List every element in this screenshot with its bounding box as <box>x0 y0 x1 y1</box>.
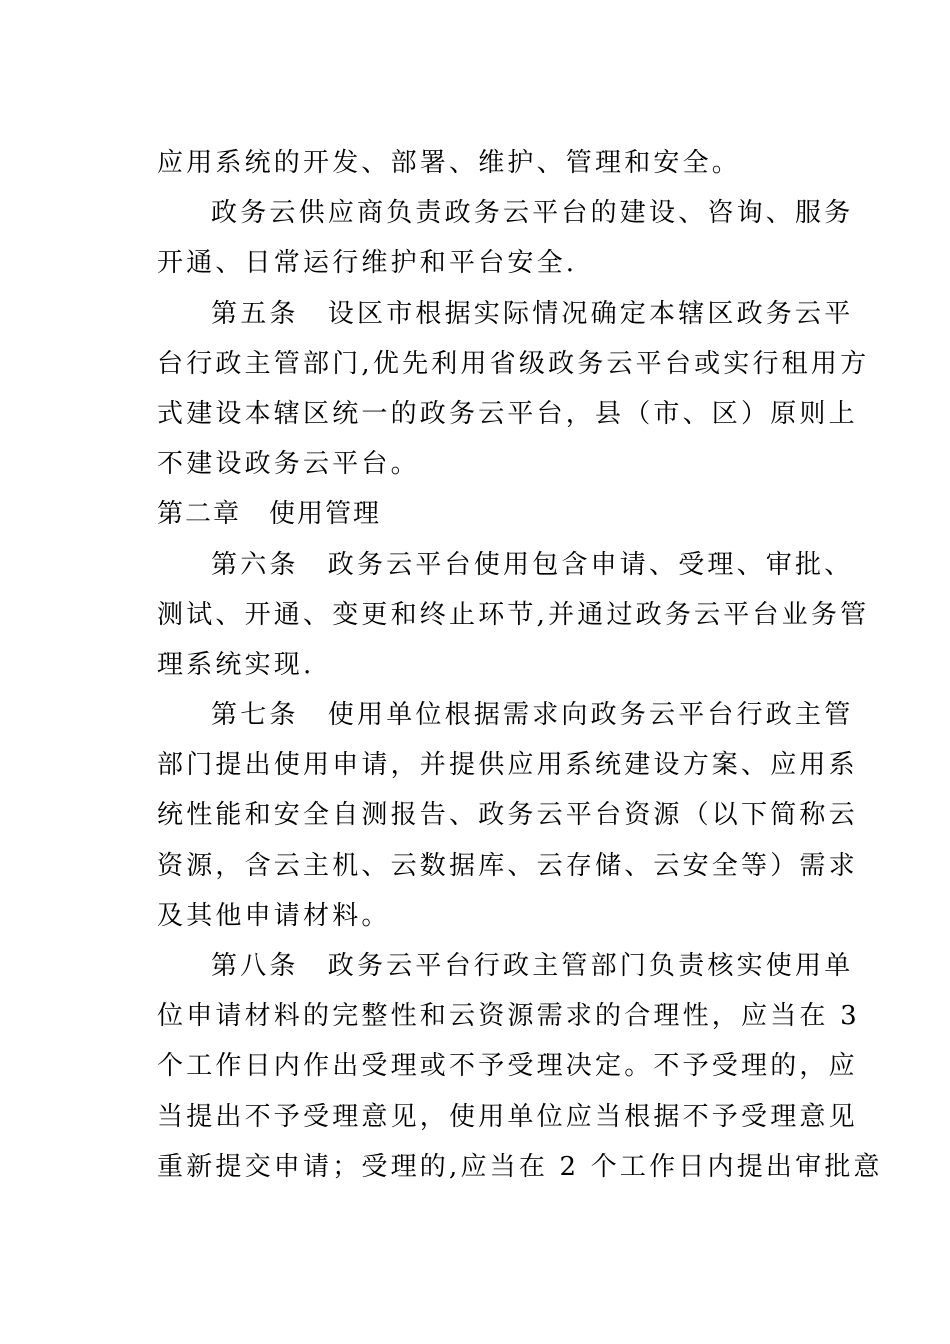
text-line: 第八条 政务云平台行政主管部门负责核实使用单 <box>211 951 854 981</box>
text-line: 开通、日常运行维护和平台安全. <box>157 248 578 279</box>
text-line: 部门提出使用申请，并提供应用系统建设方案、应用系 <box>157 750 858 781</box>
text-line: 位申请材料的完整性和云资源需求的合理性，应当在 3 <box>157 1001 860 1032</box>
chapter-heading: 第二章 使用管理 <box>157 499 382 530</box>
text-line: 不建设政务云平台。 <box>157 449 420 480</box>
text-line: 应用系统的开发、部署、维护、管理和安全。 <box>157 148 742 178</box>
text-line: 第七条 使用单位根据需求向政务云平台行政主管 <box>211 700 854 731</box>
text-line: 理系统实现. <box>157 649 315 680</box>
text-line: 当提出不予受理意见，使用单位应当根据不予受理意见 <box>157 1101 858 1132</box>
text-line: 台行政主管部门,优先利用省级政务云平台或实行租用方 <box>157 348 870 379</box>
text-line: 测试、开通、变更和终止环节,并通过政务云平台业务管 <box>157 599 870 630</box>
text-line: 式建设本辖区统一的政务云平台，县（市、区）原则上 <box>157 398 858 429</box>
text-line: 统性能和安全自测报告、政务云平台资源（以下简称云 <box>157 800 858 831</box>
text-line: 第六条 政务云平台使用包含申请、受理、审批、 <box>211 549 854 580</box>
text-line: 重新提交申请；受理的,应当在 2 个工作日内提出审批意 <box>157 1151 883 1182</box>
text-line: 个工作日内作出受理或不予受理决定。不予受理的，应 <box>157 1051 858 1082</box>
text-line: 及其他申请材料。 <box>157 900 391 931</box>
text-line: 第五条 设区市根据实际情况确定本辖区政务云平 <box>211 298 854 329</box>
text-line: 政务云供应商负责政务云平台的建设、咨询、服务 <box>211 198 854 229</box>
text-line: 资源，含云主机、云数据库、云存储、云安全等）需求 <box>157 850 858 881</box>
document-body <box>157 138 883 1192</box>
